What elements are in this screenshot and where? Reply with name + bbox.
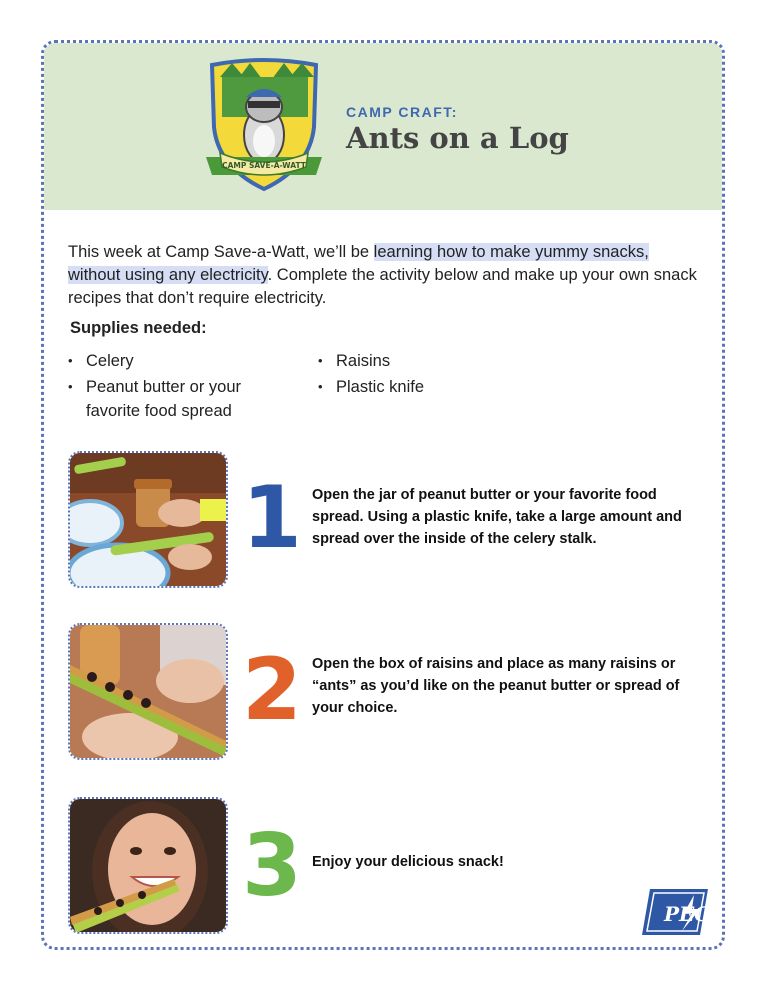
badge-text: CAMP SAVE-A-WATT	[222, 161, 306, 170]
intro-text-1: This week at Camp Save-a-Watt, we’ll be	[68, 242, 374, 261]
step-number-2: 2	[242, 640, 302, 740]
supply-item: • Raisins	[316, 349, 516, 373]
pec-logo	[642, 887, 710, 937]
intro-text-2: . Complete the activity below and make up your own snack recipes that don’t require electricity.	[68, 265, 697, 307]
supply-item: • Celery	[66, 349, 276, 373]
step-2-text: Open the box of raisins and place as many raisins or “ants” as you’d like on the peanut butter or spread of your choice.	[312, 656, 680, 716]
supplies-column-1	[66, 349, 276, 425]
header-kicker: CAMP CRAFT:	[346, 104, 458, 120]
page-frame	[41, 40, 725, 950]
step-number-1: 1	[242, 468, 302, 568]
supply-item: • Peanut butter or your favorite food spread	[66, 375, 276, 423]
intro-paragraph	[68, 241, 700, 310]
supplies-heading: Supplies needed:	[70, 319, 207, 337]
page-title: Ants on a Log	[346, 121, 569, 155]
girl-eating-snack-photo	[68, 797, 228, 934]
step-number-3: 3	[242, 816, 302, 916]
spreading-peanut-butter-photo	[68, 451, 228, 588]
supply-item: • Plastic knife	[316, 375, 516, 399]
step-3-text: Enjoy your delicious snack!	[312, 854, 504, 870]
step-1-text: Open the jar of peanut butter or your favorite food spread. Using a plastic knife, take a large amount and spread over the inside of the celery stalk.	[312, 487, 682, 547]
header-banner	[44, 43, 722, 210]
camp-badge-logo	[202, 57, 326, 193]
pec-logo-text: PEC	[664, 902, 710, 926]
placing-raisins-photo	[68, 623, 228, 760]
supplies-column-2	[316, 349, 516, 401]
intro-highlight: learning how to make yummy snacks, without using any electricity	[68, 242, 649, 284]
